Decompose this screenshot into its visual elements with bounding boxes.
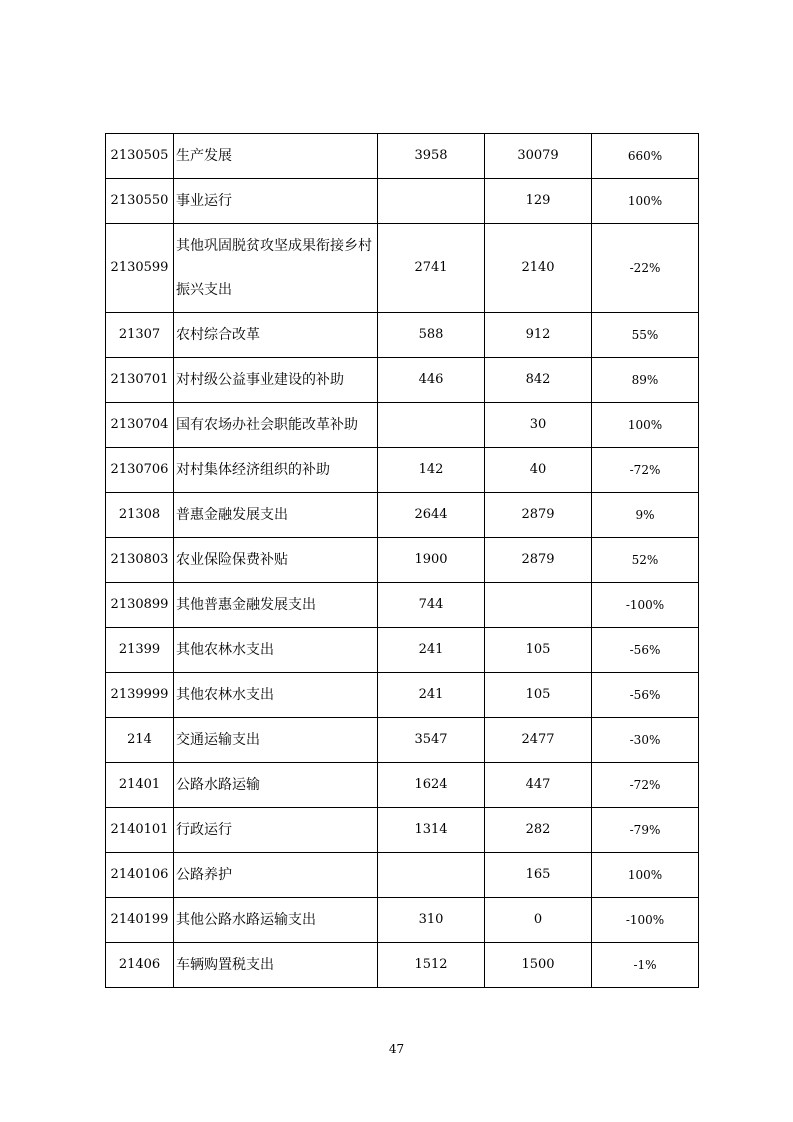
previous-amount: 1624: [378, 763, 485, 808]
previous-amount: [378, 853, 485, 898]
subject-name: 车辆购置税支出: [174, 943, 378, 988]
change-percent: 100%: [592, 853, 699, 898]
table-row: [106, 358, 699, 403]
subject-name: 行政运行: [174, 808, 378, 853]
change-percent: 9%: [592, 493, 699, 538]
subject-name: 公路水路运输: [174, 763, 378, 808]
table-row: [106, 448, 699, 493]
page-number: 47: [388, 1042, 405, 1056]
subject-code: 21308: [106, 493, 174, 538]
subject-code: 2130899: [106, 583, 174, 628]
previous-amount: 241: [378, 673, 485, 718]
subject-code: 2139999: [106, 673, 174, 718]
table-row: [106, 763, 699, 808]
table-row: [106, 313, 699, 358]
subject-code: 2140199: [106, 898, 174, 943]
table-row: [106, 403, 699, 448]
subject-name: 生产发展: [174, 134, 378, 179]
current-amount: 1500: [485, 943, 592, 988]
subject-code: 2130505: [106, 134, 174, 179]
subject-code: 21399: [106, 628, 174, 673]
table-row: [106, 179, 699, 224]
subject-code: 2130704: [106, 403, 174, 448]
subject-name: 公路养护: [174, 853, 378, 898]
subject-code: 2140106: [106, 853, 174, 898]
previous-amount: 3547: [378, 718, 485, 763]
subject-code: 2130599: [106, 224, 174, 313]
previous-amount: 1900: [378, 538, 485, 583]
current-amount: 2477: [485, 718, 592, 763]
current-amount: 2879: [485, 538, 592, 583]
table-row: [106, 898, 699, 943]
change-percent: 100%: [592, 403, 699, 448]
previous-amount: 2644: [378, 493, 485, 538]
table-row: [106, 583, 699, 628]
current-amount: 40: [485, 448, 592, 493]
table-row: [106, 493, 699, 538]
current-amount: 842: [485, 358, 592, 403]
table-row: [106, 538, 699, 583]
budget-table: [105, 133, 699, 988]
current-amount: 105: [485, 628, 592, 673]
subject-code: 2130550: [106, 179, 174, 224]
subject-name: 其他普惠金融发展支出: [174, 583, 378, 628]
subject-name: 对村集体经济组织的补助: [174, 448, 378, 493]
table-row: [106, 224, 699, 313]
previous-amount: 446: [378, 358, 485, 403]
subject-code: 2130701: [106, 358, 174, 403]
subject-name: 其他巩固脱贫攻坚成果衔接乡村振兴支出: [174, 224, 378, 313]
subject-code: 21307: [106, 313, 174, 358]
subject-name: 对村级公益事业建设的补助: [174, 358, 378, 403]
previous-amount: 1512: [378, 943, 485, 988]
change-percent: 100%: [592, 179, 699, 224]
change-percent: 89%: [592, 358, 699, 403]
current-amount: 2140: [485, 224, 592, 313]
change-percent: 55%: [592, 313, 699, 358]
subject-code: 2130803: [106, 538, 174, 583]
table-row: [106, 718, 699, 763]
change-percent: -100%: [592, 583, 699, 628]
subject-name: 其他农林水支出: [174, 628, 378, 673]
subject-code: 2130706: [106, 448, 174, 493]
change-percent: 660%: [592, 134, 699, 179]
change-percent: -56%: [592, 673, 699, 718]
table-row: [106, 628, 699, 673]
table-row: [106, 943, 699, 988]
current-amount: 912: [485, 313, 592, 358]
previous-amount: 744: [378, 583, 485, 628]
current-amount: 30: [485, 403, 592, 448]
subject-code: 2140101: [106, 808, 174, 853]
table-row: [106, 808, 699, 853]
current-amount: [485, 583, 592, 628]
subject-name: 事业运行: [174, 179, 378, 224]
change-percent: -100%: [592, 898, 699, 943]
change-percent: -56%: [592, 628, 699, 673]
current-amount: 447: [485, 763, 592, 808]
subject-name: 普惠金融发展支出: [174, 493, 378, 538]
current-amount: 30079: [485, 134, 592, 179]
change-percent: -79%: [592, 808, 699, 853]
subject-name: 其他农林水支出: [174, 673, 378, 718]
previous-amount: 142: [378, 448, 485, 493]
change-percent: 52%: [592, 538, 699, 583]
subject-code: 21406: [106, 943, 174, 988]
current-amount: 165: [485, 853, 592, 898]
previous-amount: 3958: [378, 134, 485, 179]
table-row: [106, 853, 699, 898]
subject-code: 21401: [106, 763, 174, 808]
current-amount: 129: [485, 179, 592, 224]
change-percent: -1%: [592, 943, 699, 988]
subject-name: 交通运输支出: [174, 718, 378, 763]
subject-code: 214: [106, 718, 174, 763]
current-amount: 0: [485, 898, 592, 943]
previous-amount: 2741: [378, 224, 485, 313]
change-percent: -72%: [592, 763, 699, 808]
subject-name: 农业保险保费补贴: [174, 538, 378, 583]
previous-amount: 241: [378, 628, 485, 673]
previous-amount: 588: [378, 313, 485, 358]
previous-amount: [378, 403, 485, 448]
subject-name: 农村综合改革: [174, 313, 378, 358]
previous-amount: 1314: [378, 808, 485, 853]
table-row: [106, 134, 699, 179]
subject-name: 国有农场办社会职能改革补助: [174, 403, 378, 448]
current-amount: 2879: [485, 493, 592, 538]
previous-amount: 310: [378, 898, 485, 943]
change-percent: -30%: [592, 718, 699, 763]
table-row: [106, 673, 699, 718]
current-amount: 282: [485, 808, 592, 853]
previous-amount: [378, 179, 485, 224]
change-percent: -22%: [592, 224, 699, 313]
current-amount: 105: [485, 673, 592, 718]
change-percent: -72%: [592, 448, 699, 493]
subject-name: 其他公路水路运输支出: [174, 898, 378, 943]
